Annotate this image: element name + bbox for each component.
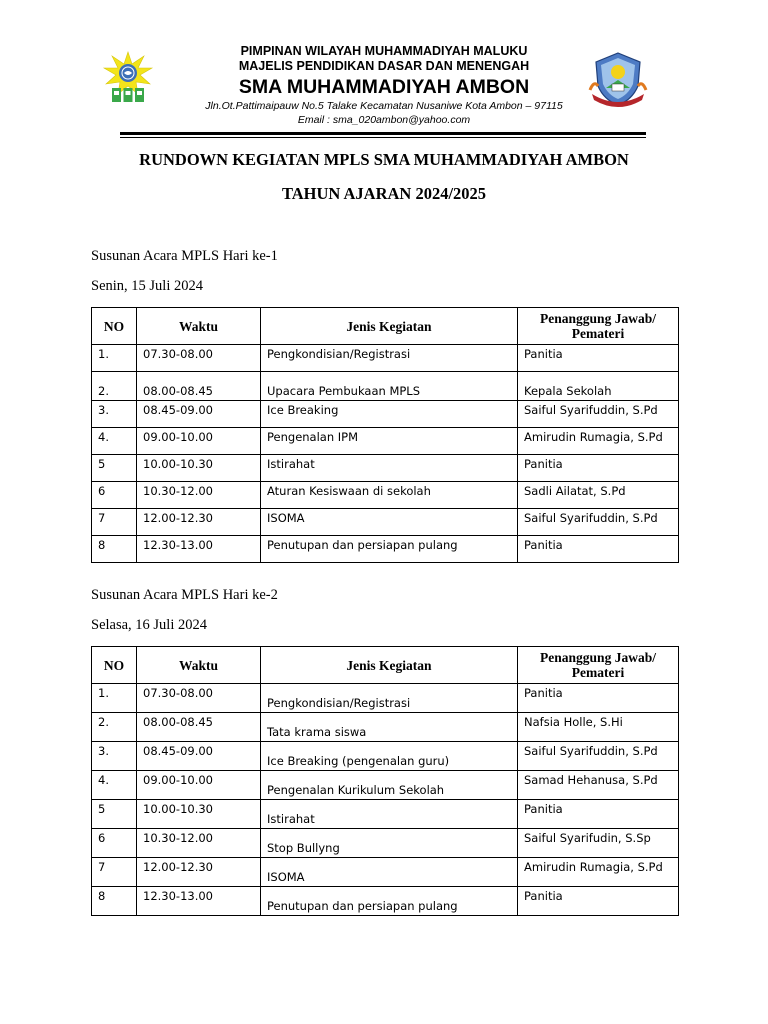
cell-waktu: 12.30-13.00 bbox=[137, 887, 261, 916]
header-no: NO bbox=[92, 647, 137, 684]
cell-pj: Saiful Syarifuddin, S.Pd bbox=[518, 742, 679, 771]
document-title: RUNDOWN KEGIATAN MPLS SMA MUHAMMADIYAH AMBON bbox=[139, 150, 629, 169]
muhammadiyah-logo-icon bbox=[100, 50, 156, 106]
cell-jenis: Ice Breaking bbox=[261, 401, 518, 428]
day2-schedule-table bbox=[91, 646, 679, 916]
cell-jenis: Pengkondisian/Registrasi bbox=[261, 345, 518, 372]
cell-no: 8 bbox=[92, 887, 137, 916]
table-row bbox=[92, 742, 679, 771]
cell-jenis: Penutupan dan persiapan pulang bbox=[261, 536, 518, 563]
table-row bbox=[92, 509, 679, 536]
cell-no: 3. bbox=[92, 742, 137, 771]
cell-pj: Saiful Syarifuddin, S.Pd bbox=[518, 401, 679, 428]
table-row bbox=[92, 345, 679, 372]
cell-jenis: Pengenalan IPM bbox=[261, 428, 518, 455]
cell-no: 8 bbox=[92, 536, 137, 563]
cell-no: 6 bbox=[92, 482, 137, 509]
cell-waktu: 12.30-13.00 bbox=[137, 536, 261, 563]
letterhead bbox=[170, 44, 598, 127]
cell-waktu: 09.00-10.00 bbox=[137, 771, 261, 800]
header-penanggung-jawab bbox=[518, 308, 679, 345]
table-row bbox=[92, 684, 679, 713]
cell-pj: Panitia bbox=[518, 800, 679, 829]
cell-jenis: Istirahat bbox=[261, 455, 518, 482]
cell-waktu: 10.30-12.00 bbox=[137, 829, 261, 858]
header-jenis-kegiatan: Jenis Kegiatan bbox=[261, 647, 518, 684]
header-waktu: Waktu bbox=[137, 308, 261, 345]
cell-pj: Samad Hehanusa, S.Pd bbox=[518, 771, 679, 800]
cell-pj: Panitia bbox=[518, 536, 679, 563]
cell-no: 7 bbox=[92, 858, 137, 887]
school-email: Email : sma_020ambon@yahoo.com bbox=[297, 114, 471, 126]
cell-no: 2. bbox=[92, 713, 137, 742]
cell-jenis: Upacara Pembukaan MPLS bbox=[261, 372, 518, 401]
table-row bbox=[92, 428, 679, 455]
cell-jenis: Aturan Kesiswaan di sekolah bbox=[261, 482, 518, 509]
cell-waktu: 08.45-09.00 bbox=[137, 401, 261, 428]
cell-jenis: Stop Bullyng bbox=[261, 829, 518, 858]
header-penanggung-jawab bbox=[518, 647, 679, 684]
cell-pj: Panitia bbox=[518, 887, 679, 916]
cell-no: 1. bbox=[92, 684, 137, 713]
header-no: NO bbox=[92, 308, 137, 345]
day2-heading: Susunan Acara MPLS Hari ke-2 bbox=[91, 587, 278, 603]
cell-pj: Saiful Syarifudin, S.Sp bbox=[518, 829, 679, 858]
cell-pj: Panitia bbox=[518, 455, 679, 482]
cell-pj: Kepala Sekolah bbox=[518, 372, 679, 401]
cell-jenis: Penutupan dan persiapan pulang bbox=[261, 887, 518, 916]
cell-waktu: 08.45-09.00 bbox=[137, 742, 261, 771]
cell-no: 1. bbox=[92, 345, 137, 372]
cell-jenis: Istirahat bbox=[261, 800, 518, 829]
cell-waktu: 12.00-12.30 bbox=[137, 509, 261, 536]
table-header-row bbox=[92, 308, 679, 345]
cell-no: 4. bbox=[92, 771, 137, 800]
document-subtitle: TAHUN AJARAN 2024/2025 bbox=[281, 184, 487, 203]
cell-waktu: 10.00-10.30 bbox=[137, 455, 261, 482]
header-pj-line-1: Penanggung Jawab/ bbox=[540, 650, 656, 665]
cell-pj: Amirudin Rumagia, S.Pd bbox=[518, 428, 679, 455]
table-row bbox=[92, 482, 679, 509]
header-jenis-kegiatan: Jenis Kegiatan bbox=[261, 308, 518, 345]
header-waktu: Waktu bbox=[137, 647, 261, 684]
day1-heading: Susunan Acara MPLS Hari ke-1 bbox=[91, 248, 278, 264]
cell-no: 5 bbox=[92, 455, 137, 482]
cell-jenis: Pengkondisian/Registrasi bbox=[261, 684, 518, 713]
letterhead-rule-thin bbox=[120, 137, 646, 138]
cell-jenis: Tata krama siswa bbox=[261, 713, 518, 742]
day2-date: Selasa, 16 Juli 2024 bbox=[91, 617, 207, 633]
cell-waktu: 07.30-08.00 bbox=[137, 684, 261, 713]
letterhead-line-2: MAJELIS PENDIDIKAN DASAR DAN MENENGAH bbox=[238, 59, 530, 73]
header-pj-line-1: Penanggung Jawab/ bbox=[540, 311, 656, 326]
cell-waktu: 10.30-12.00 bbox=[137, 482, 261, 509]
cell-pj: Amirudin Rumagia, S.Pd bbox=[518, 858, 679, 887]
cell-jenis: Ice Breaking (pengenalan guru) bbox=[261, 742, 518, 771]
cell-waktu: 08.00-08.45 bbox=[137, 372, 261, 401]
table-row bbox=[92, 536, 679, 563]
cell-no: 4. bbox=[92, 428, 137, 455]
school-name: SMA MUHAMMADIYAH AMBON bbox=[238, 76, 530, 98]
header-pj-line-2: Pemateri bbox=[571, 665, 625, 680]
table-row bbox=[92, 771, 679, 800]
letterhead-rule-thick bbox=[120, 132, 646, 135]
cell-jenis: Pengenalan Kurikulum Sekolah bbox=[261, 771, 518, 800]
day1-date: Senin, 15 Juli 2024 bbox=[91, 278, 203, 294]
table-row bbox=[92, 887, 679, 916]
cell-waktu: 09.00-10.00 bbox=[137, 428, 261, 455]
day1-schedule-table bbox=[91, 307, 679, 563]
school-address: Jln.Ot.Pattimaipauw No.5 Talake Kecamatan Nusaniwe Kota Ambon – 97115 bbox=[205, 100, 563, 112]
cell-no: 3. bbox=[92, 401, 137, 428]
table-row bbox=[92, 372, 679, 401]
table-row bbox=[92, 829, 679, 858]
cell-no: 6 bbox=[92, 829, 137, 858]
cell-jenis: ISOMA bbox=[261, 509, 518, 536]
cell-no: 5 bbox=[92, 800, 137, 829]
table-row bbox=[92, 455, 679, 482]
letterhead-line-1: PIMPINAN WILAYAH MUHAMMADIYAH MALUKU bbox=[240, 44, 528, 58]
table-row bbox=[92, 401, 679, 428]
cell-waktu: 10.00-10.30 bbox=[137, 800, 261, 829]
table-header-row bbox=[92, 647, 679, 684]
cell-pj: Saiful Syarifuddin, S.Pd bbox=[518, 509, 679, 536]
cell-waktu: 08.00-08.45 bbox=[137, 713, 261, 742]
cell-pj: Sadli Ailatat, S.Pd bbox=[518, 482, 679, 509]
cell-waktu: 07.30-08.00 bbox=[137, 345, 261, 372]
cell-no: 7 bbox=[92, 509, 137, 536]
cell-waktu: 12.00-12.30 bbox=[137, 858, 261, 887]
cell-pj: Panitia bbox=[518, 684, 679, 713]
table-row bbox=[92, 858, 679, 887]
cell-jenis: ISOMA bbox=[261, 858, 518, 887]
school-crest-icon bbox=[588, 50, 648, 110]
table-row bbox=[92, 800, 679, 829]
table-row bbox=[92, 713, 679, 742]
header-pj-line-2: Pemateri bbox=[571, 326, 625, 341]
cell-no: 2. bbox=[92, 372, 137, 401]
cell-pj: Nafsia Holle, S.Hi bbox=[518, 713, 679, 742]
cell-pj: Panitia bbox=[518, 345, 679, 372]
